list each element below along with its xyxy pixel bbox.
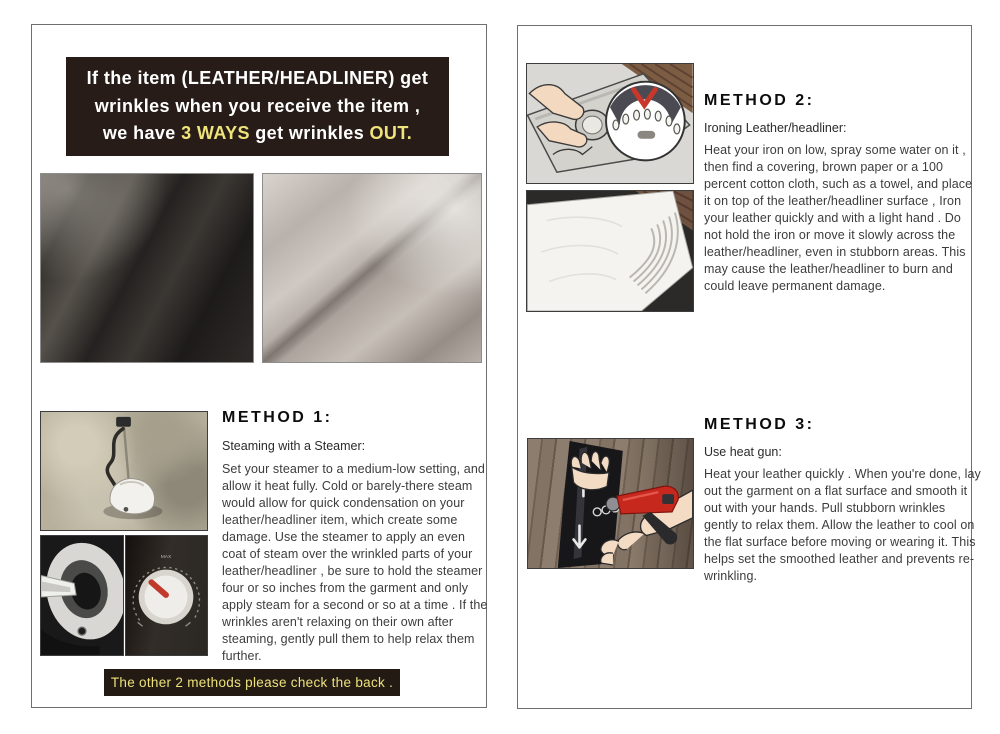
banner-line-3: we have 3 WAYS get wrinkles OUT. — [102, 123, 413, 143]
method-1-section — [222, 409, 490, 665]
heat-gun-illustration — [528, 439, 693, 568]
method-2-subtitle: Ironing Leather/headliner: — [704, 121, 847, 135]
right-panel — [517, 25, 981, 709]
towel-illustration — [527, 191, 693, 311]
iron-dial-illustration — [527, 64, 693, 183]
method-3-body: Heat your leather quickly . When you're done, lay out the garment on a flat surface and smooth it out with your hands. Pull stubborn wrinkles gently to relax them. Allow the leather to cool on the flat surface before moving or wearing it. This helps set the smoothed leather and prevents re-wrinkling. — [704, 467, 981, 583]
steamer-nozzle-closeup-photo — [40, 535, 124, 656]
method-1-subtitle: Steaming with a Steamer: — [222, 439, 366, 453]
method-2-body: Heat your iron on low, spray some water on it , then find a covering, brown paper or a 100 percent cotton cloth, such as a towel, and place it on top of the leather/headliner surface , Iron your leather quickly and with a light hand . Do not hold the iron or move it slowly across the leather/headliner, even in stubborn areas. This may cause the leather/headliner to burn and could leave permanent damage. — [704, 143, 973, 293]
folded-towel-drawing — [526, 190, 694, 312]
method-3-section — [704, 416, 982, 585]
banner-line-1: If the item (LEATHER/HEADLINER) get — [86, 68, 429, 88]
highlight-3-ways: 3 WAYS — [181, 123, 250, 143]
method-2-section — [704, 92, 982, 295]
back-note-text: The other 2 methods please check the back . — [110, 675, 394, 690]
method-1-body: Set your steamer to a medium-low setting, and allow it heat fully. Cold or barely-there steam would allow for quick condensation on your leather/headliner item, which create some damage. Use the steamer to apply an even coat of steam over the wrinkled parts of your leather/headliner , be sure to hold the steamer four or so inches from the garment and only apply steam for a second or so at a time . If the wrinkles aren't relaxing on their own after steaming, gently pull them to help relax them further. — [222, 462, 488, 663]
method-2-heading: METHOD 2: — [704, 92, 815, 109]
wrinkled-dark-leather-photo — [40, 173, 254, 363]
steamer-dial-knob-photo — [125, 535, 208, 656]
heat-gun-drawing — [527, 438, 694, 569]
iron-dial-drawing — [526, 63, 694, 184]
nozzle-illustration — [41, 536, 123, 655]
banner-line-2: wrinkles when you receive the item , — [94, 95, 421, 116]
left-panel — [31, 24, 487, 708]
highlight-out: OUT. — [369, 123, 413, 143]
steamer-illustration — [41, 412, 207, 530]
method-1-heading: METHOD 1: — [222, 409, 333, 426]
top-banner — [66, 57, 449, 156]
garment-steamer-photo — [40, 411, 208, 531]
svg-text:MAX: MAX — [160, 554, 172, 560]
method-3-subtitle: Use heat gun: — [704, 445, 782, 459]
wrinkled-light-leather-photo — [262, 173, 482, 363]
method-3-heading: METHOD 3: — [704, 416, 815, 433]
dial-knob-illustration — [126, 536, 207, 655]
back-note-banner — [104, 669, 400, 696]
